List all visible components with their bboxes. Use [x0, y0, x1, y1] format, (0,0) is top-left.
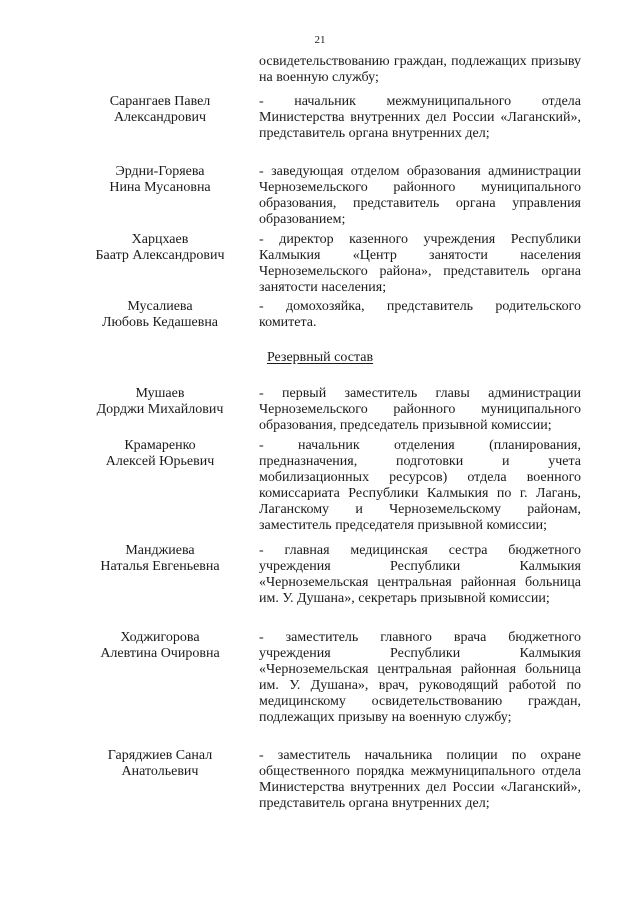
member-name: [70, 630, 250, 662]
member-name-line: Наталья Евгеньевна: [100, 559, 220, 574]
member-name-line: Крамаренко: [124, 438, 196, 453]
member-name: [70, 94, 250, 126]
member-role: - заместитель главного врача бюджетного учреждения Республики Калмыкия «Черноземельская центральная районная больница им. У. Душана», врач, руководящий работой по медицинскому освидетельствованию граждан, подлежащих призыву на военную службу;: [259, 630, 581, 725]
member-role: - начальник отделения (планирования, предназначения, подготовки и учета мобилизационных ресурсов) отдела военного комиссариата Республики Калмыкия по г. Лагань, Лаганскому и Черноземельскому районам, заместитель председателя призывной комиссии;: [259, 438, 581, 533]
reserve-section-title: [0, 350, 640, 366]
member-name-line: Сарангаев Павел: [109, 94, 211, 109]
continued-role-text: освидетельствованию граждан, подлежащих призыву на военную службу;: [259, 54, 581, 85]
member-name-line: Любовь Кедашевна: [101, 315, 219, 330]
member-name-line: Манджиева: [125, 543, 195, 558]
member-name-line: Алексей Юрьевич: [105, 454, 215, 469]
member-name-line: Эрдни-Горяева: [115, 164, 205, 179]
member-name: [70, 748, 250, 780]
member-role: - первый заместитель главы администрации Черноземельского районного муниципального образования, председатель призывной комиссии;: [259, 386, 581, 433]
member-name-line: Александрович: [113, 110, 207, 125]
reserve-section-title-text: Резервный состав: [266, 350, 374, 365]
member-role: - домохозяйка, представитель родительского комитета.: [259, 299, 581, 330]
member-name-line: Дорджи Михайлович: [96, 402, 224, 417]
member-role: - заведующая отделом образования администрации Черноземельского районного муниципального образования, представитель органа управления образованием;: [259, 164, 581, 227]
member-name-line: Гаряджиев Санал: [107, 748, 213, 763]
member-role: - главная медицинская сестра бюджетного учреждения Республики Калмыкия «Черноземельская центральная районная больница им. У. Душана», секретарь призывной комиссии;: [259, 543, 581, 606]
member-name: [70, 232, 250, 264]
member-name: [70, 543, 250, 575]
member-name: [70, 299, 250, 331]
member-role: - начальник межмуниципального отдела Министерства внутренних дел России «Лаганский», представитель органа внутренних дел;: [259, 94, 581, 141]
member-name-line: Алевтина Очировна: [100, 646, 220, 661]
member-name-line: Мусалиева: [127, 299, 193, 314]
member-name-line: Анатольевич: [121, 764, 199, 779]
member-name: [70, 164, 250, 196]
member-name-line: Ходжигорова: [120, 630, 200, 645]
member-name-line: Мушаев: [135, 386, 185, 401]
member-role: - заместитель начальника полиции по охране общественного порядка межмуниципального отдела Министерства внутренних дел России «Лаганский», представитель органа внутренних дел;: [259, 748, 581, 811]
page-number: 21: [314, 34, 326, 46]
member-name-line: Харцхаев: [131, 232, 189, 247]
member-name: [70, 438, 250, 470]
member-name-line: Нина Мусановна: [109, 180, 211, 195]
member-name: [70, 386, 250, 418]
member-role: - директор казенного учреждения Республики Калмыкия «Центр занятости населения Черноземельского района», представитель органа занятости населения;: [259, 232, 581, 295]
member-name-line: Баатр Александрович: [95, 248, 225, 263]
